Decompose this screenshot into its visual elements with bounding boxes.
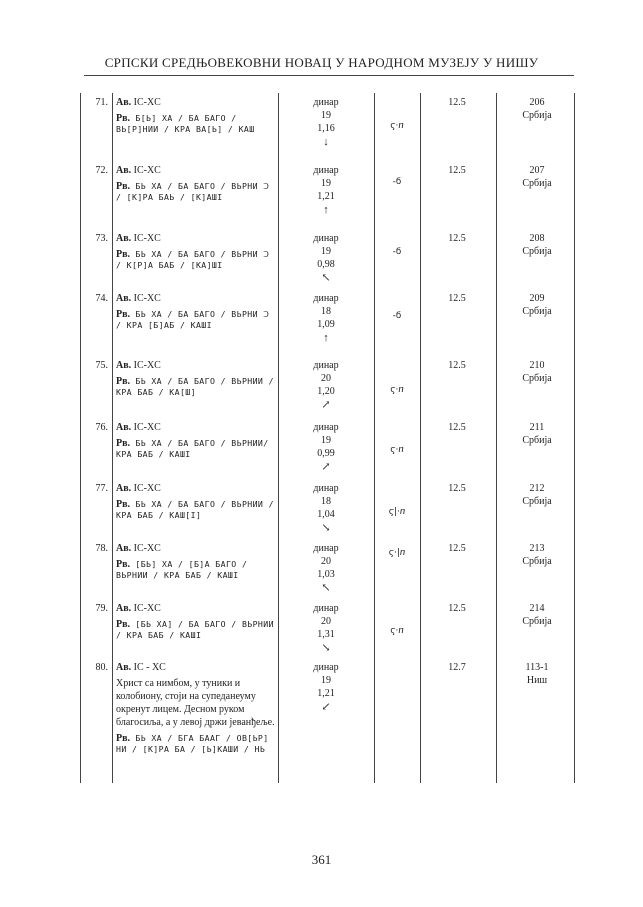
column-divider bbox=[374, 93, 375, 783]
obverse-text: IC-XC bbox=[133, 233, 161, 244]
reverse-label: Рв. bbox=[116, 376, 131, 387]
reverse-label: Рв. bbox=[116, 249, 131, 260]
reverse-line bbox=[116, 438, 276, 460]
catalog-reference bbox=[500, 421, 574, 447]
size-value: 12.5 bbox=[448, 603, 466, 614]
coin-weight-value: 20 bbox=[321, 556, 331, 567]
catalog-place: Србија bbox=[522, 435, 552, 446]
catalog-number: 206 bbox=[529, 97, 545, 108]
reverse-label: Рв. bbox=[116, 619, 131, 630]
coin-description bbox=[116, 232, 276, 271]
mint-mark-icon: ϛ·ⴖ bbox=[390, 121, 404, 131]
catalog-reference bbox=[500, 542, 574, 568]
reverse-line bbox=[116, 309, 276, 331]
reverse-legend: БЬ ХА / БГА БААГ / ОВ[ЬР] НИ / [К]РА БА / [Ь]КАШИ / НЬ bbox=[116, 733, 269, 754]
coin-weight-value: 19 bbox=[321, 675, 331, 686]
size-value: 12.5 bbox=[448, 293, 466, 304]
obverse-text: IC-XC bbox=[133, 360, 161, 371]
coin-measure-value: 1,21 bbox=[317, 688, 335, 699]
catalog-place: Србија bbox=[522, 616, 552, 627]
mint-mark-icon: -ϭ bbox=[392, 247, 402, 257]
coin-description bbox=[116, 542, 276, 581]
die-axis-arrow: ↓ bbox=[323, 136, 329, 148]
obverse-label: Ав. bbox=[116, 543, 132, 554]
entry-number: 76. bbox=[95, 422, 108, 433]
die-axis-arrow: ↙ bbox=[321, 701, 331, 713]
coin-catalog-table bbox=[80, 93, 574, 783]
catalog-place: Србија bbox=[522, 306, 552, 317]
die-axis-arrow: ↑ bbox=[323, 204, 329, 216]
coin-data bbox=[280, 164, 372, 217]
reverse-label: Рв. bbox=[116, 181, 131, 192]
reverse-label: Рв. bbox=[116, 438, 131, 449]
die-axis-arrow: ↖ bbox=[321, 582, 331, 594]
coin-type: динар bbox=[313, 360, 339, 371]
catalog-reference bbox=[500, 232, 574, 258]
obverse-text: IC-XC bbox=[133, 603, 161, 614]
coin-data bbox=[280, 421, 372, 474]
obverse-label: Ав. bbox=[116, 422, 132, 433]
coin-measure-value: 0,98 bbox=[317, 259, 335, 270]
mint-mark-icon: -ϭ bbox=[392, 177, 402, 187]
column-divider bbox=[420, 93, 421, 783]
obverse-label: Ав. bbox=[116, 662, 132, 673]
obverse-line bbox=[116, 542, 276, 555]
catalog-place: Србија bbox=[522, 556, 552, 567]
mint-mark-icon: -ϭ bbox=[392, 311, 402, 321]
catalog-place: Србија bbox=[522, 246, 552, 257]
coin-measure-value: 1,31 bbox=[317, 629, 335, 640]
die-axis-arrow: ↑ bbox=[323, 332, 329, 344]
coin-measure-value: 1,09 bbox=[317, 319, 335, 330]
coin-description bbox=[116, 292, 276, 331]
column-divider bbox=[496, 93, 497, 783]
coin-description bbox=[116, 359, 276, 398]
table-border-left bbox=[80, 93, 81, 783]
coin-description bbox=[116, 661, 276, 755]
reverse-line bbox=[116, 113, 276, 135]
catalog-reference bbox=[500, 164, 574, 190]
obverse-line bbox=[116, 482, 276, 495]
reverse-line bbox=[116, 733, 276, 755]
size-value: 12.5 bbox=[448, 233, 466, 244]
reverse-label: Рв. bbox=[116, 499, 131, 510]
coin-data bbox=[280, 482, 372, 535]
entry-number: 73. bbox=[95, 233, 108, 244]
coin-description bbox=[116, 96, 276, 135]
coin-type: динар bbox=[313, 603, 339, 614]
coin-weight-value: 20 bbox=[321, 616, 331, 627]
size-value: 12.5 bbox=[448, 422, 466, 433]
catalog-number: 209 bbox=[529, 293, 545, 304]
coin-measure-value: 1,20 bbox=[317, 386, 335, 397]
reverse-line bbox=[116, 499, 276, 521]
coin-weight-value: 19 bbox=[321, 178, 331, 189]
coin-type: динар bbox=[313, 97, 339, 108]
obverse-label: Ав. bbox=[116, 483, 132, 494]
mint-mark-icon: ϛ·ⴖ bbox=[390, 626, 404, 636]
coin-description bbox=[116, 602, 276, 641]
coin-measure-value: 1,03 bbox=[317, 569, 335, 580]
coin-description bbox=[116, 421, 276, 460]
size-value: 12.5 bbox=[448, 543, 466, 554]
obverse-line bbox=[116, 96, 276, 109]
coin-measure-value: 0,99 bbox=[317, 448, 335, 459]
obverse-text: IC-XC bbox=[133, 293, 161, 304]
coin-weight-value: 19 bbox=[321, 435, 331, 446]
reverse-legend: БЬ ХА / БА БАГО / ВЬРНИ Ↄ / К[Р]А БАБ / [КА]ШІ bbox=[116, 249, 270, 270]
mint-mark-icon: ϛ·|ⴖ bbox=[388, 548, 406, 558]
catalog-place: Ниш bbox=[526, 675, 548, 686]
mint-mark-icon: ϛ·ⴖ bbox=[390, 385, 404, 395]
reverse-label: Рв. bbox=[116, 309, 131, 320]
reverse-legend: БЬ ХА / БА БАГО / ВЬРНИИ / КРА БАБ / КАШ[І] bbox=[116, 499, 274, 520]
reverse-legend: [БЬ] ХА / [Б]А БАГО / ВЬРНИИ / КРА БАБ / КАШІ bbox=[116, 559, 248, 580]
coin-measure-value: 1,21 bbox=[317, 191, 335, 202]
coin-type: динар bbox=[313, 483, 339, 494]
obverse-label: Ав. bbox=[116, 293, 132, 304]
catalog-place: Србија bbox=[522, 178, 552, 189]
reverse-line bbox=[116, 559, 276, 581]
description-text: Христ са нимбом, у туники и колобиону, стоји на супеданеуму окренут лицем. Десном руком благосиља, а у левој држи јеванђеље. bbox=[116, 678, 275, 728]
mint-mark-icon: ϛ|·ⴖ bbox=[388, 507, 406, 517]
entry-number: 71. bbox=[95, 97, 108, 108]
catalog-reference bbox=[500, 482, 574, 508]
obverse-line bbox=[116, 421, 276, 434]
coin-data bbox=[280, 542, 372, 595]
obverse-label: Ав. bbox=[116, 233, 132, 244]
header-rule bbox=[84, 75, 574, 76]
page-number: 361 bbox=[311, 852, 332, 867]
size-value: 12.7 bbox=[448, 662, 466, 673]
coin-weight-value: 18 bbox=[321, 306, 331, 317]
catalog-number: 213 bbox=[529, 543, 545, 554]
coin-description bbox=[116, 164, 276, 203]
entry-number: 72. bbox=[95, 165, 108, 176]
obverse-line bbox=[116, 164, 276, 177]
reverse-legend: БЬ ХА / БА БАГО / ВЬРНИИ / КРА БАБ / КА[Ш] bbox=[116, 376, 274, 397]
catalog-place: Србија bbox=[522, 496, 552, 507]
obverse-line bbox=[116, 232, 276, 245]
reverse-legend: БЬ ХА / БА БАГО / ВЬРНИ Ↄ / [К]РА БАЬ / [К]АШІ bbox=[116, 181, 270, 202]
obverse-line bbox=[116, 359, 276, 372]
coin-data bbox=[280, 96, 372, 149]
entry-number: 74. bbox=[95, 293, 108, 304]
coin-weight-value: 19 bbox=[321, 110, 331, 121]
reverse-line bbox=[116, 619, 276, 641]
coin-data bbox=[280, 661, 372, 714]
coin-data bbox=[280, 292, 372, 345]
catalog-reference bbox=[500, 661, 574, 687]
entry-number: 77. bbox=[95, 483, 108, 494]
column-divider bbox=[112, 93, 113, 783]
catalog-number: 210 bbox=[529, 360, 545, 371]
obverse-line bbox=[116, 292, 276, 305]
coin-description bbox=[116, 482, 276, 521]
obverse-line bbox=[116, 602, 276, 615]
obverse-label: Ав. bbox=[116, 165, 132, 176]
reverse-line bbox=[116, 249, 276, 271]
entry-number: 79. bbox=[95, 603, 108, 614]
entry-number: 80. bbox=[95, 662, 108, 673]
obverse-text: IC-XC bbox=[133, 422, 161, 433]
die-axis-arrow: ↗ bbox=[321, 461, 331, 473]
reverse-label: Рв. bbox=[116, 113, 131, 124]
coin-type: динар bbox=[313, 662, 339, 673]
obverse-text: IC-XC bbox=[133, 165, 161, 176]
obverse-label: Ав. bbox=[116, 603, 132, 614]
catalog-number: 211 bbox=[529, 422, 545, 433]
coin-weight-value: 20 bbox=[321, 373, 331, 384]
die-axis-arrow: ↘ bbox=[321, 522, 331, 534]
catalog-number: 208 bbox=[529, 233, 545, 244]
obverse-line bbox=[116, 661, 276, 674]
catalog-reference bbox=[500, 602, 574, 628]
die-axis-arrow: ↖ bbox=[321, 272, 331, 284]
die-axis-arrow: ↗ bbox=[321, 399, 331, 411]
coin-data bbox=[280, 602, 372, 655]
coin-measure-value: 1,04 bbox=[317, 509, 335, 520]
catalog-number: 207 bbox=[529, 165, 545, 176]
catalog-reference bbox=[500, 359, 574, 385]
coin-type: динар bbox=[313, 543, 339, 554]
reverse-legend: Б[Ь] ХА / БА БАГО / ВЬ[Р]НИИ / КРА ВА[Ь] / КАШ bbox=[116, 113, 255, 134]
obverse-text: IC-XC bbox=[133, 543, 161, 554]
reverse-label: Рв. bbox=[116, 559, 131, 570]
catalog-place: Србија bbox=[522, 373, 552, 384]
die-axis-arrow: ↘ bbox=[321, 642, 331, 654]
catalog-number: 214 bbox=[529, 603, 545, 614]
obverse-label: Ав. bbox=[116, 360, 132, 371]
reverse-line bbox=[116, 181, 276, 203]
coin-type: динар bbox=[313, 233, 339, 244]
size-value: 12.5 bbox=[448, 165, 466, 176]
catalog-place: Србија bbox=[522, 110, 552, 121]
entry-number: 78. bbox=[95, 543, 108, 554]
catalog-reference bbox=[500, 292, 574, 318]
size-value: 12.5 bbox=[448, 97, 466, 108]
reverse-legend: [БЬ ХА] / БА БАГО / ВЬРНИИ / КРА БАБ / КАШІ bbox=[116, 619, 274, 640]
size-value: 12.5 bbox=[448, 483, 466, 494]
table-border-right bbox=[574, 93, 575, 783]
coin-data bbox=[280, 232, 372, 285]
obverse-label: Ав. bbox=[116, 97, 132, 108]
coin-type: динар bbox=[313, 165, 339, 176]
coin-weight-value: 19 bbox=[321, 246, 331, 257]
reverse-line bbox=[116, 376, 276, 398]
reverse-legend: БЬ ХА / БА БАГО / ВЬРНИИ/ КРА БАБ / КАШІ bbox=[116, 438, 269, 459]
obverse-text: IC-XC bbox=[133, 97, 161, 108]
mint-mark-icon: ϛ·ⴖ bbox=[390, 445, 404, 455]
obverse-text: IC-XC bbox=[133, 483, 161, 494]
column-divider bbox=[278, 93, 279, 783]
size-value: 12.5 bbox=[448, 360, 466, 371]
running-header: СРПСКИ СРЕДЊОВЕКОВНИ НОВАЦ У НАРОДНОМ МУЗЕЈУ У НИШУ bbox=[104, 55, 539, 70]
coin-data bbox=[280, 359, 372, 412]
catalog-number: 113-1 bbox=[525, 662, 549, 673]
entry-number: 75. bbox=[95, 360, 108, 371]
catalog-number: 212 bbox=[529, 483, 545, 494]
coin-type: динар bbox=[313, 422, 339, 433]
coin-type: динар bbox=[313, 293, 339, 304]
coin-weight-value: 18 bbox=[321, 496, 331, 507]
catalog-reference bbox=[500, 96, 574, 122]
coin-measure-value: 1,16 bbox=[317, 123, 335, 134]
obverse-text: IC - XC bbox=[133, 662, 166, 673]
reverse-legend: БЬ ХА / БА БАГО / ВЬРНИ Ↄ / КРА [Б]АБ / КАШІ bbox=[116, 309, 270, 330]
reverse-label: Рв. bbox=[116, 733, 131, 744]
